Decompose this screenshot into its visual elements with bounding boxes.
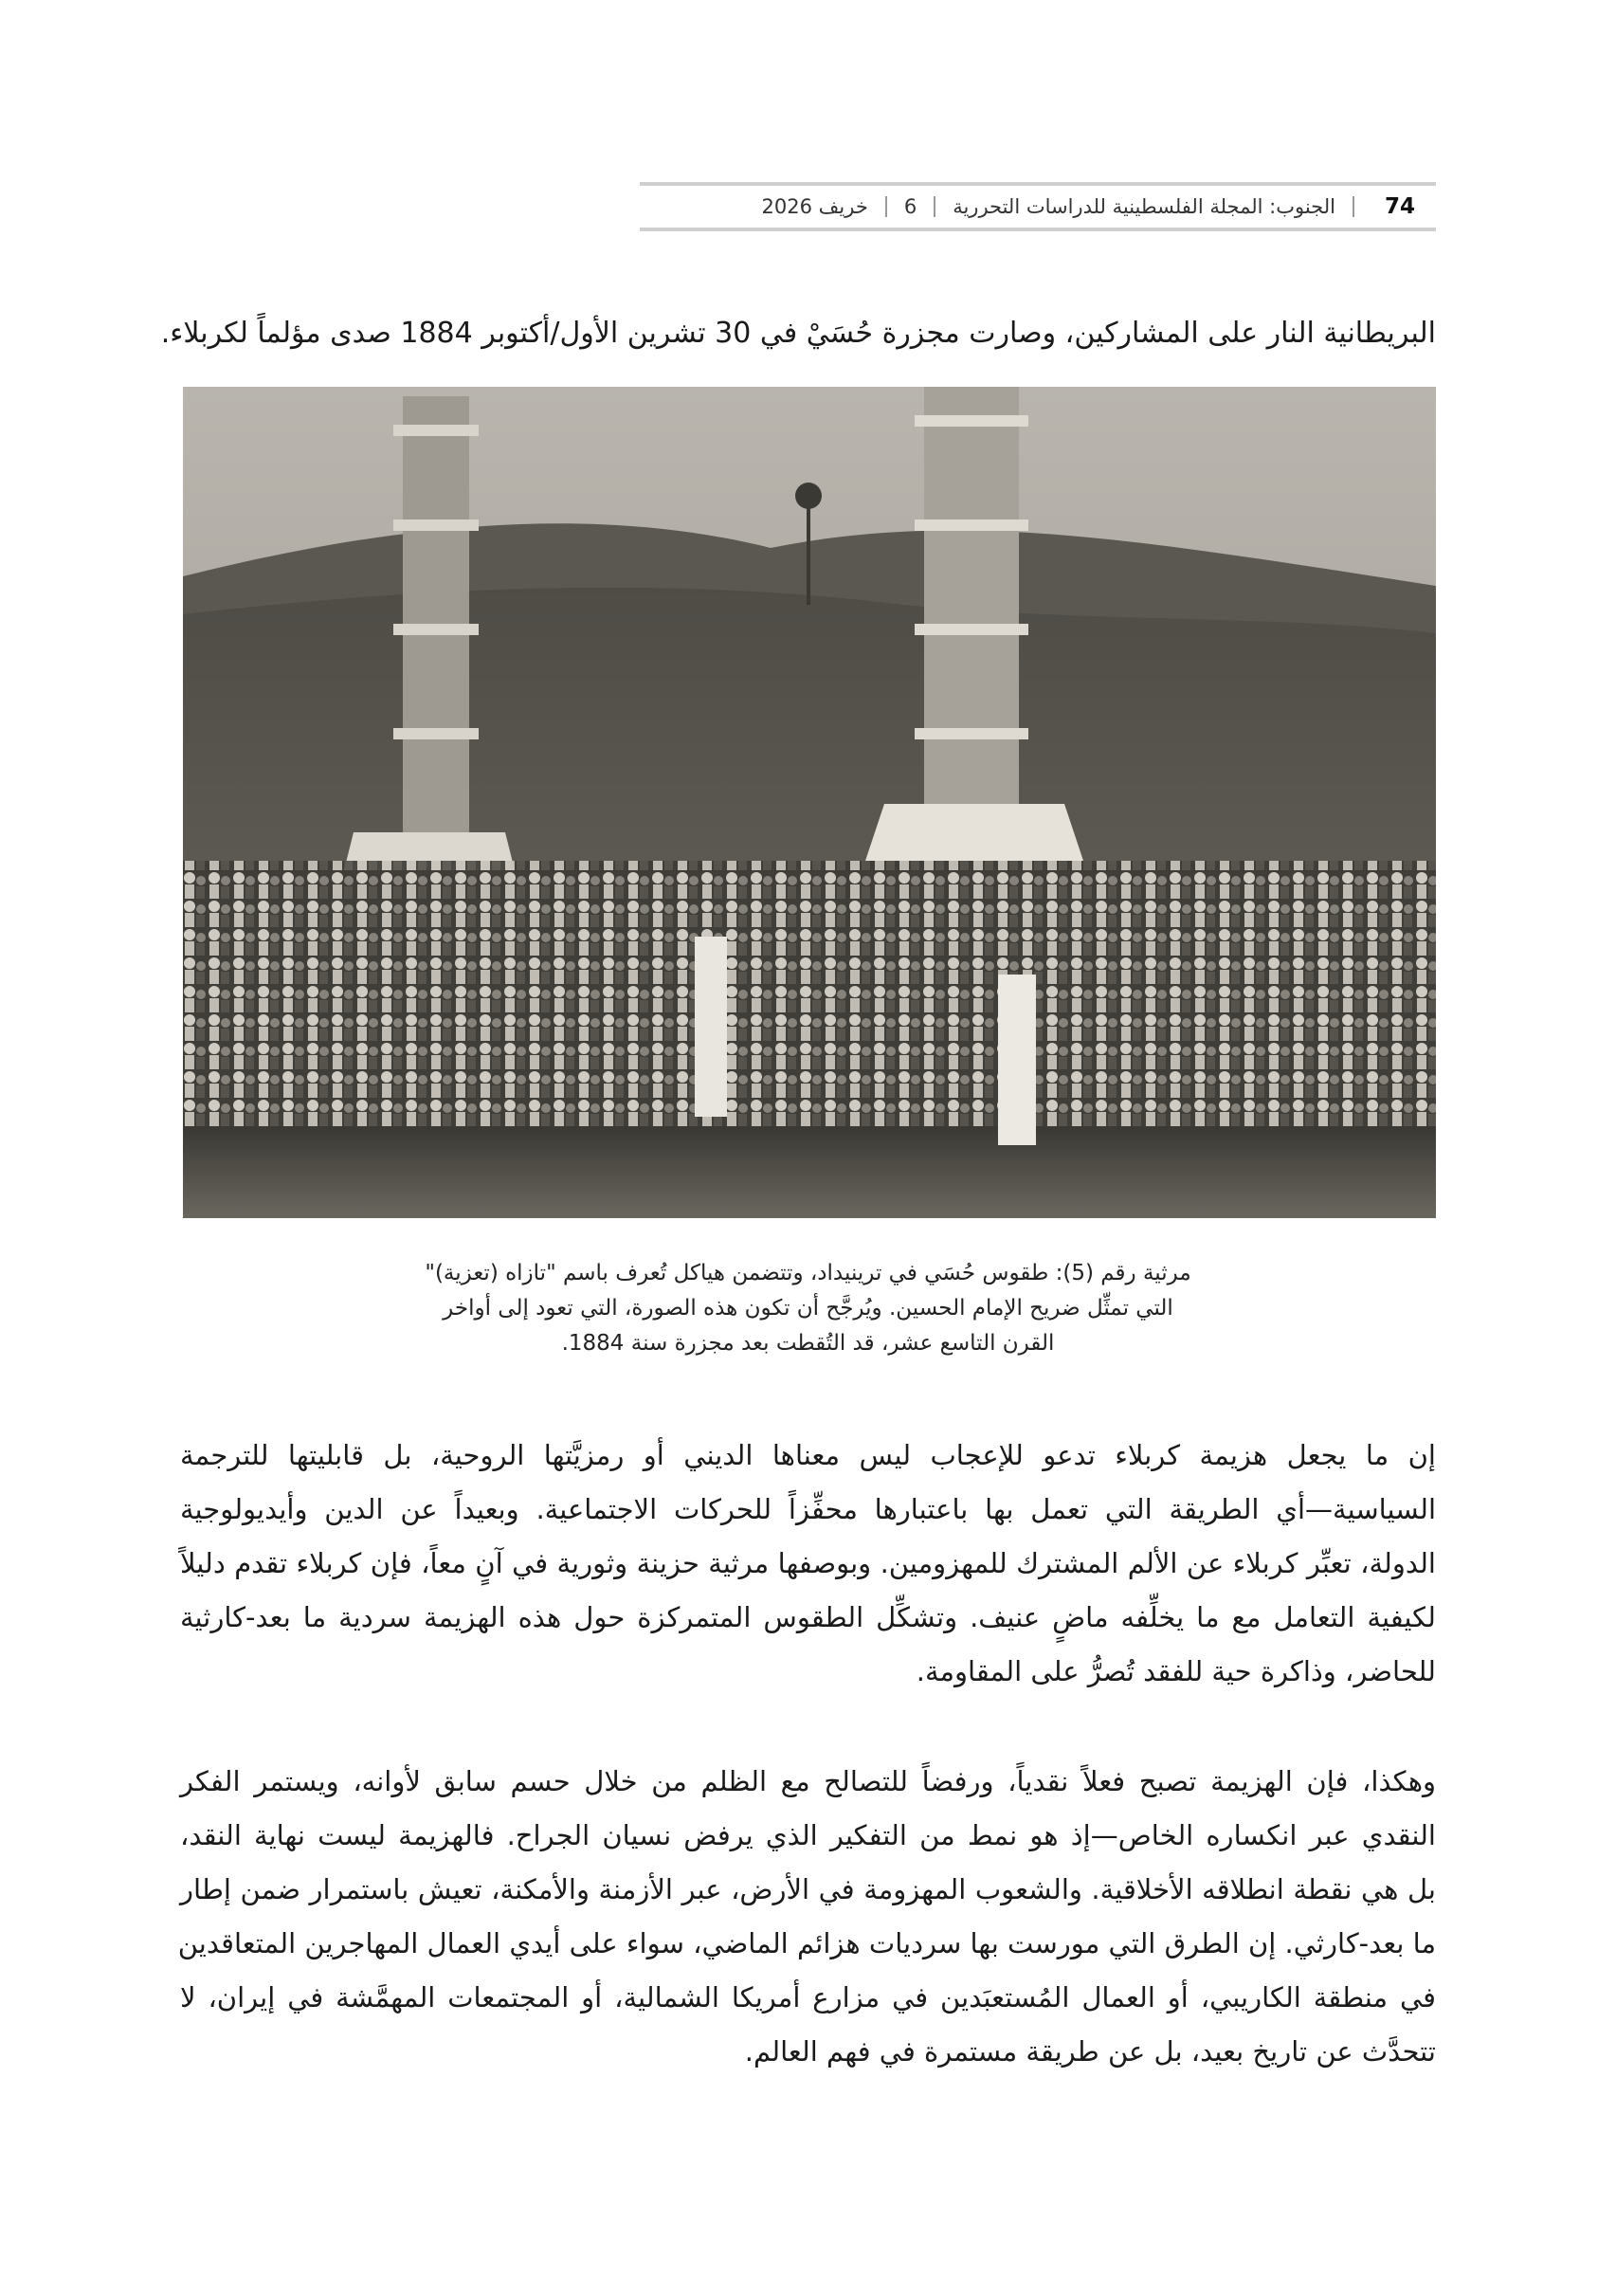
historical-photo-procession-icon: [183, 387, 1436, 1218]
page-number: 74: [1384, 194, 1415, 219]
lead-text-line: البريطانية النار على المشاركين، وصارت مجزرة حُسَيْ في 30 تشرين الأول/أكتوبر 1884 صدى مؤلماً لكربلاء.: [160, 317, 1436, 350]
figure-caption: [332, 1256, 1284, 1361]
header-separator: [934, 196, 935, 217]
paragraph-line: إن ما يجعل هزيمة كربلاء تدعو للإعجاب ليس معناها الديني أو رمزيَّتها الروحية، بل قابليتها للترجمة: [180, 1439, 1436, 1471]
caption-line: مرثية رقم (5): طقوس حُسَي في ترينيداد، وتتضمن هياكل تُعرف باسم "تازاه (تعزية)": [425, 1261, 1191, 1285]
running-header: [640, 182, 1436, 231]
issue-number: 6: [903, 195, 917, 218]
paragraph-line: لكيفية التعامل مع ما يخلِّفه ماضٍ عنيف. وتشكِّل الطقوس المتمركزة حول هذه الهزيمة سردية ما بعد-كارثية: [180, 1601, 1436, 1633]
paragraph-line: ما بعد-كارثي. إن الطرق التي مورست بها سرديات هزائم الماضي، سواء على أيدي العمال المهاجرين المتعاقدين: [177, 1927, 1436, 1959]
caption-line: التي تمثِّل ضريح الإمام الحسين. ويُرجَّح أن تكون هذه الصورة، التي تعود إلى أواخر: [443, 1296, 1173, 1321]
paragraph-line: بل هي نقطة انطلاقه الأخلاقية. والشعوب المهزومة في الأرض، عبر الأزمنة والأمكنة، تعيش باستمرار ضمن إطار: [180, 1873, 1436, 1905]
paragraph-line: وهكذا، فإن الهزيمة تصبح فعلاً نقدياً، ورفضاً للتصالح مع الظلم من خلال حسم سابق لأوانه، ويستمر الفكر: [180, 1765, 1436, 1797]
paragraph-line: السياسية—أي الطريقة التي تعمل بها باعتبارها محفِّزاً للحركات الاجتماعية. وبعيداً عن الدين وأيديولوجية: [180, 1493, 1436, 1525]
paragraph-line: للحاضر، وذاكرة حية للفقد تُصرُّ على المقاومة.: [916, 1655, 1436, 1687]
header-separator: [885, 196, 887, 217]
paragraph-line: تتحدَّث عن تاريخ بعيد، بل عن طريقة مستمرة في فهم العالم.: [744, 2035, 1436, 2068]
journal-title: الجنوب: المجلة الفلسطينية للدراسات التحررية: [953, 195, 1335, 218]
historical-photo: [183, 387, 1436, 1218]
issue-season: خريف 2026: [761, 195, 868, 218]
paragraph-line: في منطقة الكاريبي، أو العمال المُستعبَدين في مزارع أمريكا الشمالية، أو المجتمعات المهمَّشة في إيران، لا: [180, 1981, 1436, 2014]
caption-line: القرن التاسع عشر، قد التُقطت بعد مجزرة سنة 1884.: [561, 1331, 1055, 1356]
body-paragraph-1: [180, 1429, 1436, 1699]
header-separator: [1353, 196, 1354, 217]
paragraph-line: النقدي عبر انكساره الخاص—إذ هو نمط من التفكير الذي يرفض نسيان الجراح. فالهزيمة ليست نهاية النقد،: [180, 1819, 1436, 1851]
body-paragraph-2: [177, 1755, 1436, 2079]
paragraph-line: الدولة، تعبِّر كربلاء عن الألم المشترك للمهزومين. وبوصفها مرثية حزينة وثورية في آنٍ معاً، فإن كربلاء تقدم دليلاً: [180, 1547, 1436, 1579]
